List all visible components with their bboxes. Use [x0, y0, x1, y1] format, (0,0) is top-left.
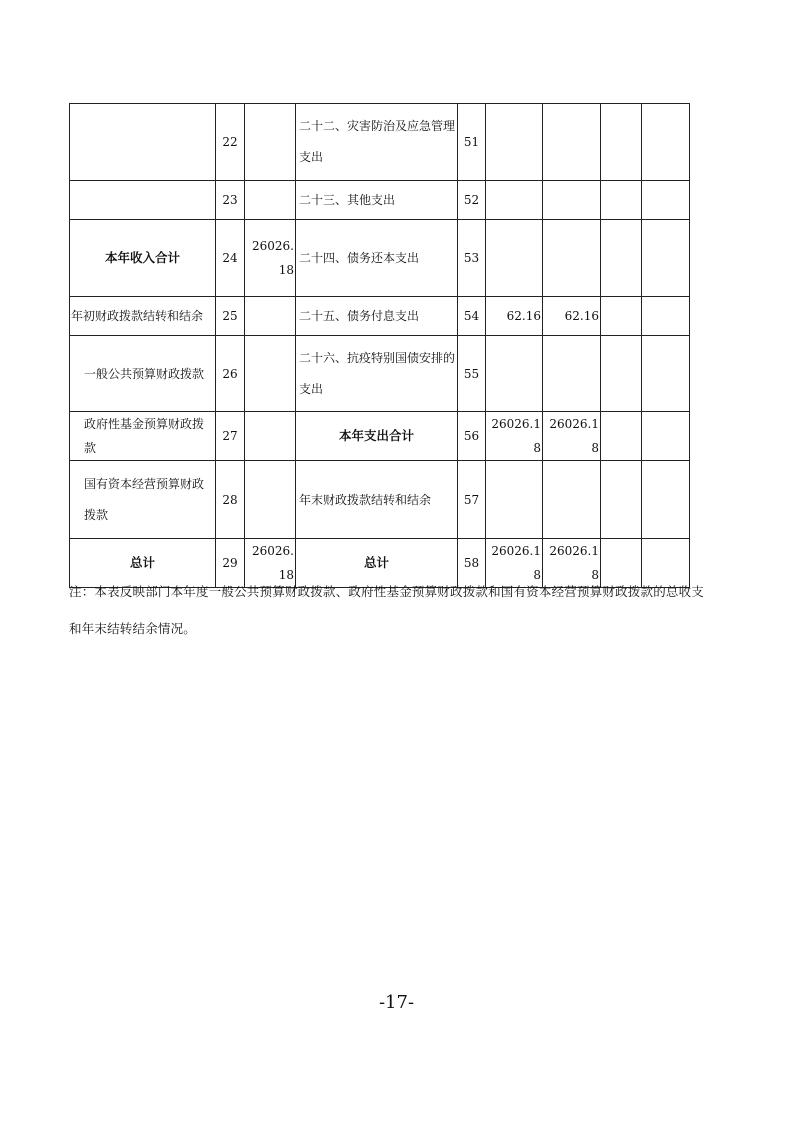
right-label: 二十六、抗疫特别国债安排的支出: [296, 336, 458, 412]
left-row-number: 25: [216, 297, 245, 336]
right-row-number: 57: [458, 461, 486, 539]
amount-cell: [486, 104, 543, 181]
amount-cell: 26026.18: [486, 539, 543, 588]
amount-cell: 62.16: [543, 297, 601, 336]
amount-cell: [601, 412, 642, 461]
amount-cell: [642, 181, 690, 220]
table-row: [70, 297, 690, 336]
amount-cell: [601, 104, 642, 181]
left-row-number: 24: [216, 220, 245, 297]
right-row-number: 58: [458, 539, 486, 588]
left-row-number: 28: [216, 461, 245, 539]
amount-cell: [601, 297, 642, 336]
right-row-number: 54: [458, 297, 486, 336]
left-amount: 26026.18: [245, 220, 296, 297]
left-amount: [245, 181, 296, 220]
right-label: 年末财政拨款结转和结余: [296, 461, 458, 539]
left-row-number: 23: [216, 181, 245, 220]
left-label: 政府性基金预算财政拨款: [70, 412, 216, 461]
amount-cell: [486, 336, 543, 412]
table-row: [70, 412, 690, 461]
right-row-number: 52: [458, 181, 486, 220]
table-row: [70, 336, 690, 412]
left-row-number: 27: [216, 412, 245, 461]
right-label: 二十二、灾害防治及应急管理支出: [296, 104, 458, 181]
left-label: 一般公共预算财政拨款: [70, 336, 216, 412]
left-amount: [245, 336, 296, 412]
right-row-number: 56: [458, 412, 486, 461]
amount-cell: [543, 220, 601, 297]
amount-cell: [543, 104, 601, 181]
grand-total-label: 总计: [70, 539, 216, 588]
amount-cell: [486, 461, 543, 539]
amount-cell: [642, 336, 690, 412]
right-row-number: 51: [458, 104, 486, 181]
right-label: 二十三、其他支出: [296, 181, 458, 220]
table-row: [70, 461, 690, 539]
income-total-label: 本年收入合计: [70, 220, 216, 297]
amount-cell: 62.16: [486, 297, 543, 336]
amount-cell: [543, 336, 601, 412]
amount-cell: [543, 181, 601, 220]
amount-cell: [642, 412, 690, 461]
amount-cell: 26026.18: [543, 539, 601, 588]
budget-table: [69, 103, 690, 588]
left-label: [70, 181, 216, 220]
amount-cell: [543, 461, 601, 539]
left-amount: [245, 412, 296, 461]
table-note: 注：本表反映部门本年度一般公共预算财政拨款、政府性基金预算财政拨款和国有资本经营预算财政拨款的总收支和年末结转结余情况。: [69, 584, 705, 636]
left-row-number: 29: [216, 539, 245, 588]
left-amount: 26026.18: [245, 539, 296, 588]
amount-cell: [601, 461, 642, 539]
amount-cell: [642, 104, 690, 181]
left-label: 年初财政拨款结转和结余: [70, 297, 216, 336]
amount-cell: [486, 181, 543, 220]
page-number: -17-: [378, 992, 415, 1013]
amount-cell: 26026.18: [543, 412, 601, 461]
table-row: [70, 181, 690, 220]
left-row-number: 22: [216, 104, 245, 181]
amount-cell: [642, 461, 690, 539]
left-label: 国有资本经营预算财政拨款: [70, 461, 216, 539]
table-row: [70, 220, 690, 297]
right-label: 二十四、债务还本支出: [296, 220, 458, 297]
amount-cell: [601, 336, 642, 412]
right-label: 二十五、债务付息支出: [296, 297, 458, 336]
amount-cell: [601, 220, 642, 297]
left-amount: [245, 297, 296, 336]
left-amount: [245, 104, 296, 181]
left-amount: [245, 461, 296, 539]
right-row-number: 53: [458, 220, 486, 297]
amount-cell: 26026.18: [486, 412, 543, 461]
amount-cell: [486, 220, 543, 297]
left-label: [70, 104, 216, 181]
amount-cell: [642, 220, 690, 297]
right-row-number: 55: [458, 336, 486, 412]
grand-total-label: 总计: [296, 539, 458, 588]
left-row-number: 26: [216, 336, 245, 412]
expenditure-total-label: 本年支出合计: [296, 412, 458, 461]
amount-cell: [601, 181, 642, 220]
table-row: [70, 104, 690, 181]
amount-cell: [642, 297, 690, 336]
